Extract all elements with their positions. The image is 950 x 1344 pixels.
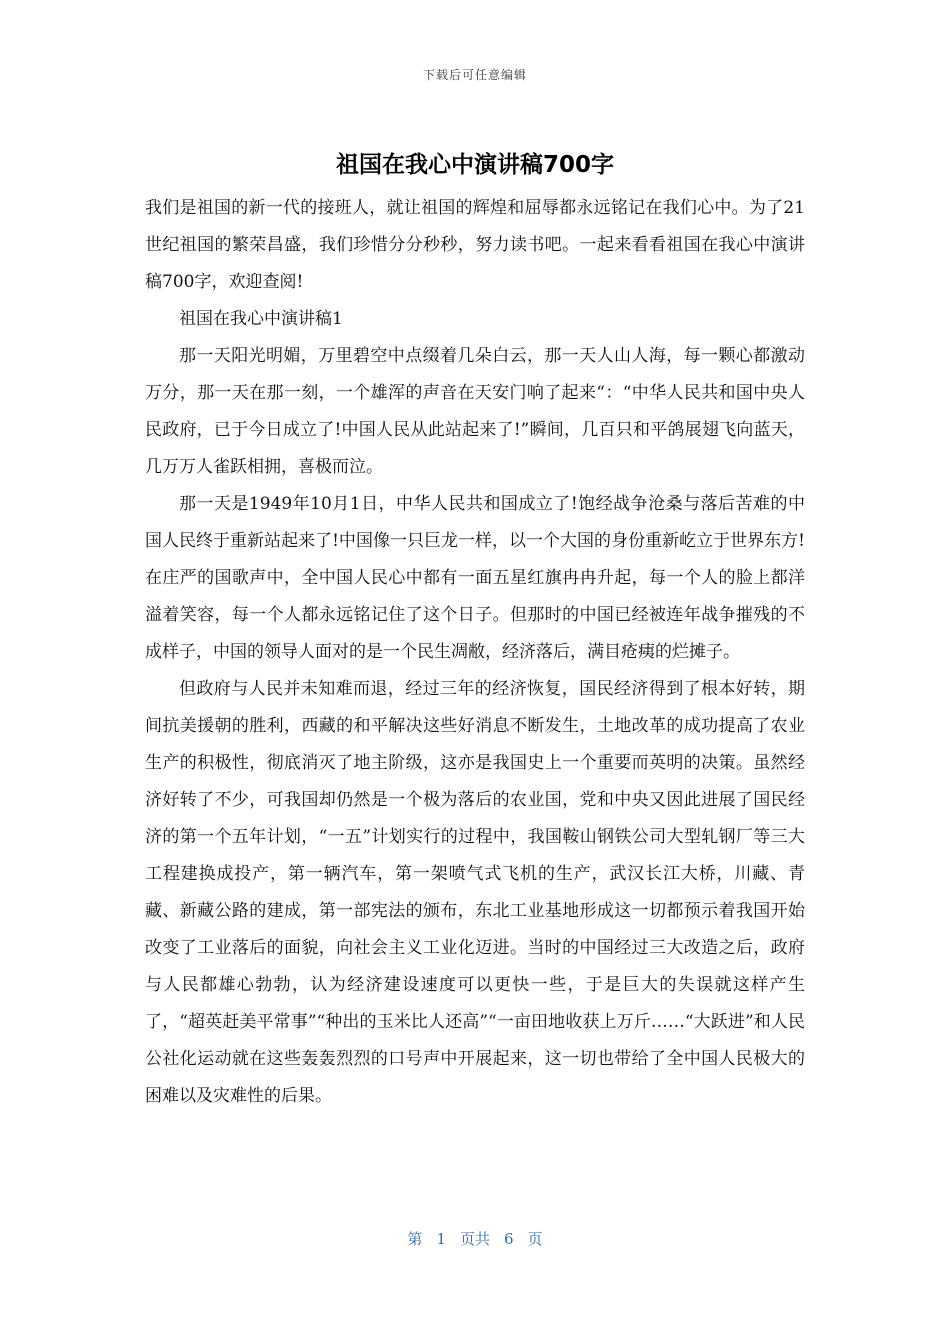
footer-prefix: 第 [407,1230,423,1248]
section-heading: 祖国在我心中演讲稿1 [179,309,343,329]
body-paragraph: 那一天是1949年10月1日，中华人民共和国成立了!饱经战争沧桑与落后苦难的中国人民终于重新站起来了!中国像一只巨龙一样，以一个大国的身份重新屹立于世界东方!在庄严的国歌声中，全中国人民心中都有一面五星红旗冉冉升起，每一个人的脸上都洋溢着笑容，每一个人都永远铭记住了这个日子。但那时的中国已经被连年战争摧残的不成样子，中国的领导人面对的是一个民生凋敝，经济落后，满目疮痍的烂摊子。 [145,494,805,662]
footer-suffix: 页 [527,1230,543,1248]
body-paragraph: 但政府与人民并未知难而退，经过三年的经济恢复，国民经济得到了根本好转，期间抗美援朝的胜利，西藏的和平解决这些好消息不断发生，土地改革的成功提高了农业生产的积极性，彻底消灭了地主阶级，这亦是我国史上一个重要而英明的决策。虽然经济好转了不少，可我国却仍然是一个极为落后的农业国，党和中央又因此进展了国民经济的第一个五年计划，“一五”计划实行的过程中，我国鞍山钢铁公司大型轧钢厂等三大工程建换成投产，第一辆汽车，第一架喷气式飞机的生产，武汉长江大桥，川藏、青藏、新藏公路的建成，第一部宪法的颁布，东北工业基地形成这一切都预示着我国开始改变了工业落后的面貌，向社会主义工业化迈进。当时的中国经过三大改造之后，政府与人民都雄心勃勃，认为经济建设速度可以更快一些，于是巨大的失误就这样产生了，“超英赶美平常事”“种出的玉米比人还高”“一亩田地收获上万斤……“大跃进”和人民公社化运动就在这些轰轰烈烈的口号声中开展起来，这一切也带给了全中国人民极大的困难以及灾难性的后果。 [145,679,805,1106]
page-number-footer [0,1228,950,1249]
document-body [145,190,805,1115]
current-page-number: 1 [436,1230,446,1248]
body-paragraph: 那一天阳光明媚，万里碧空中点缀着几朵白云，那一天人山人海，每一颗心都激动万分，那一天在那一刻，一个雄浑的声音在天安门响了起来“：“中华人民共和国中央人民政府，已于今日成立了!中国人民从此站起来了!”瞬间，几百只和平鸽展翅飞向蓝天，几万万人雀跃相拥，喜极而泣。 [145,346,805,477]
footer-middle: 页共 [459,1230,490,1248]
total-pages-number: 6 [504,1230,514,1248]
header-note: 下载后可任意编辑 [422,68,527,82]
document-title: 祖国在我心中演讲稿700字 [335,152,614,178]
intro-paragraph: 我们是祖国的新一代的接班人，就让祖国的辉煌和屈辱都永远铭记在我们心中。为了21世纪祖国的繁荣昌盛，我们珍惜分分秒秒，努力读书吧。一起来看看祖国在我心中演讲稿700字，欢迎查阅! [145,198,805,292]
